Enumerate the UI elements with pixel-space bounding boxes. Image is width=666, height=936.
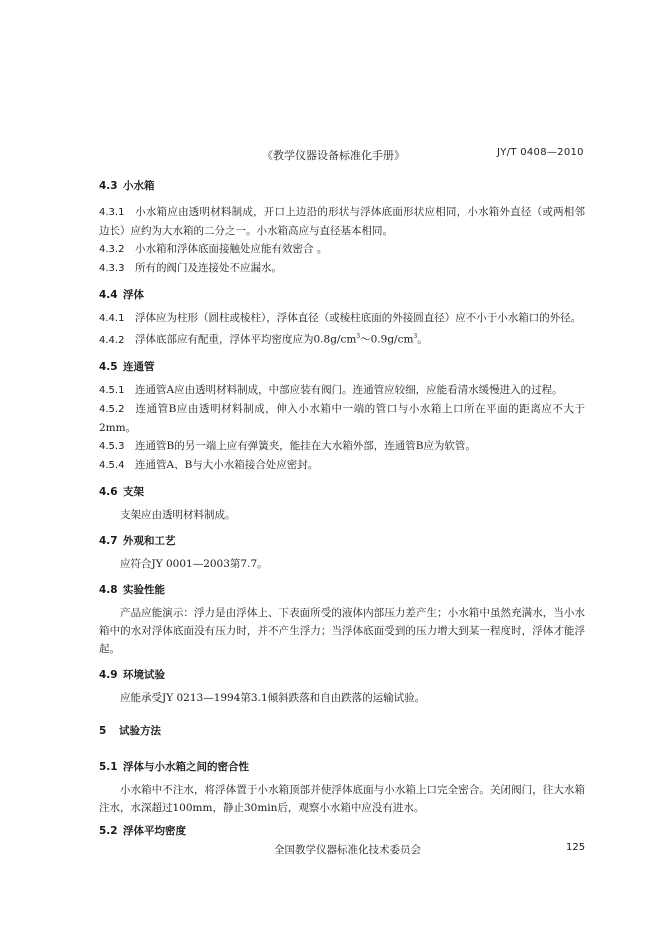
section-4-6-heading — [99, 484, 585, 500]
section-4-5-heading — [99, 359, 585, 375]
section-title: 浮体 — [123, 289, 144, 301]
section-title: 浮体平均密度 — [123, 824, 186, 837]
clause-number: 4.5.2 — [99, 403, 125, 415]
section-number: 5.1 — [99, 760, 118, 773]
section-number: 4.8 — [99, 583, 118, 596]
section-number: 4.3 — [99, 180, 118, 192]
section-title: 实验性能 — [123, 583, 165, 596]
section-5-1-text: 小水箱中不注水，将浮体置于小水箱顶部并使浮体底面与小水箱上口完全密合。关闭阀门，往大水箱注水，水深超过100mm，静止30min后，观察小水箱中应没有进水。 — [99, 783, 585, 814]
section-4-8-heading — [99, 582, 585, 598]
section-5-2-heading — [99, 823, 585, 839]
superscript: 3 — [356, 333, 361, 340]
section-4-3-heading — [99, 178, 585, 194]
clause-text: 所有的阀门及连接处不应漏水。 — [135, 262, 282, 274]
footer-organization: 全国教学仪器标准化技术委员会 — [274, 844, 421, 856]
chapter-5-heading — [99, 723, 585, 739]
clause-number: 4.3.2 — [99, 244, 125, 255]
section-number: 5.2 — [99, 824, 118, 837]
clause-4-3-3 — [99, 259, 585, 278]
clause-4-5-1 — [99, 381, 585, 400]
section-4-7-text: 应符合JY 0001—2003第7.7。 — [120, 557, 268, 570]
clause-text: 连通管A、B与大小水箱接合处应密封。 — [135, 458, 319, 471]
section-title: 连通管 — [123, 360, 155, 373]
section-4-8-text: 产品应能演示：浮力是由浮体上、下表面所受的液体内部压力差产生；小水箱中虽然充满水，当小水箱中的水对浮体底面没有压力时，并不产生浮力；当浮体底面受到的压力增大到某一程度时，浮体才能浮起。 — [99, 606, 585, 655]
clause-text: 连通管B的另一端上应有弹簧夹，能挂在大水箱外部，连通管B应为软管。 — [135, 439, 476, 452]
clause-text: 浮体底部应有配重，浮体平均密度应为0.8g/cm — [135, 333, 357, 346]
clause-number: 4.4.2 — [99, 334, 125, 346]
section-4-9-heading — [99, 667, 585, 683]
clause-number: 4.3.1 — [99, 207, 125, 218]
clause-4-3-2 — [99, 240, 585, 259]
clause-number: 4.5.3 — [99, 440, 125, 452]
section-4-6-text: 支架应由透明材料制成。 — [120, 508, 236, 521]
section-5-1-heading — [99, 759, 585, 775]
superscript: 3 — [413, 333, 418, 340]
clause-text: 连通管B应由透明材料制成，伸入小水箱中一端的管口与小水箱上口所在平面的距离应不大于2mm。 — [99, 402, 585, 434]
clause-4-5-4 — [99, 456, 585, 475]
section-title: 环境试验 — [123, 668, 165, 681]
clause-text: 小水箱应由透明材料制成，开口上边沿的形状与浮体底面形状应相同，小水箱外直径（或两相邻边长）应约为大水箱的二分之一。小水箱高应与直径基本相同。 — [99, 206, 585, 237]
clause-text: 小水箱和浮体底面接触处应能有效密合 。 — [135, 243, 328, 255]
clause-4-4-2 — [99, 328, 585, 350]
clause-text: 浮体应为柱形（圆柱或棱柱），浮体直径（或棱柱底面的外接圆直径）应不小于小水箱口的外径。 — [135, 312, 582, 324]
section-4-9-text: 应能承受JY 0213—1994第3.1倾斜跌落和自由跌落的运输试验。 — [120, 691, 426, 704]
clause-text: 。 — [417, 333, 428, 346]
clause-text: 连通管A应由透明材料制成，中部应装有阀门。连通管应较细，应能看清水缓慢进入的过程。 — [135, 383, 563, 396]
clause-number: 4.3.3 — [99, 263, 125, 274]
chapter-number: 5 — [99, 724, 107, 737]
clause-number: 4.5.4 — [99, 459, 125, 471]
clause-number: 4.5.1 — [99, 384, 125, 396]
chapter-title: 试验方法 — [119, 724, 161, 737]
section-number: 4.4 — [99, 289, 118, 301]
section-number: 4.5 — [99, 360, 118, 373]
header-standard-number: JY/T 0408—2010 — [497, 147, 584, 158]
clause-text: ～0.9g/cm — [360, 333, 414, 346]
section-title: 浮体与小水箱之间的密合性 — [123, 760, 249, 773]
section-number: 4.9 — [99, 668, 118, 681]
clause-4-3-1 — [99, 203, 585, 240]
section-4-4-heading — [99, 287, 585, 303]
section-4-7-heading — [99, 533, 585, 549]
clause-4-5-3 — [99, 437, 585, 456]
clause-4-5-2 — [99, 400, 585, 437]
header-title: 《教学仪器设备标准化手册》 — [262, 149, 405, 162]
section-number: 4.7 — [99, 534, 118, 547]
clause-number: 4.4.1 — [99, 313, 125, 324]
section-title: 支架 — [123, 485, 144, 498]
clause-4-4-1 — [99, 309, 585, 328]
document-body — [99, 178, 585, 839]
page-number: 125 — [566, 842, 586, 853]
section-title: 外观和工艺 — [123, 534, 176, 547]
section-number: 4.6 — [99, 485, 118, 498]
section-title: 小水箱 — [123, 180, 155, 192]
